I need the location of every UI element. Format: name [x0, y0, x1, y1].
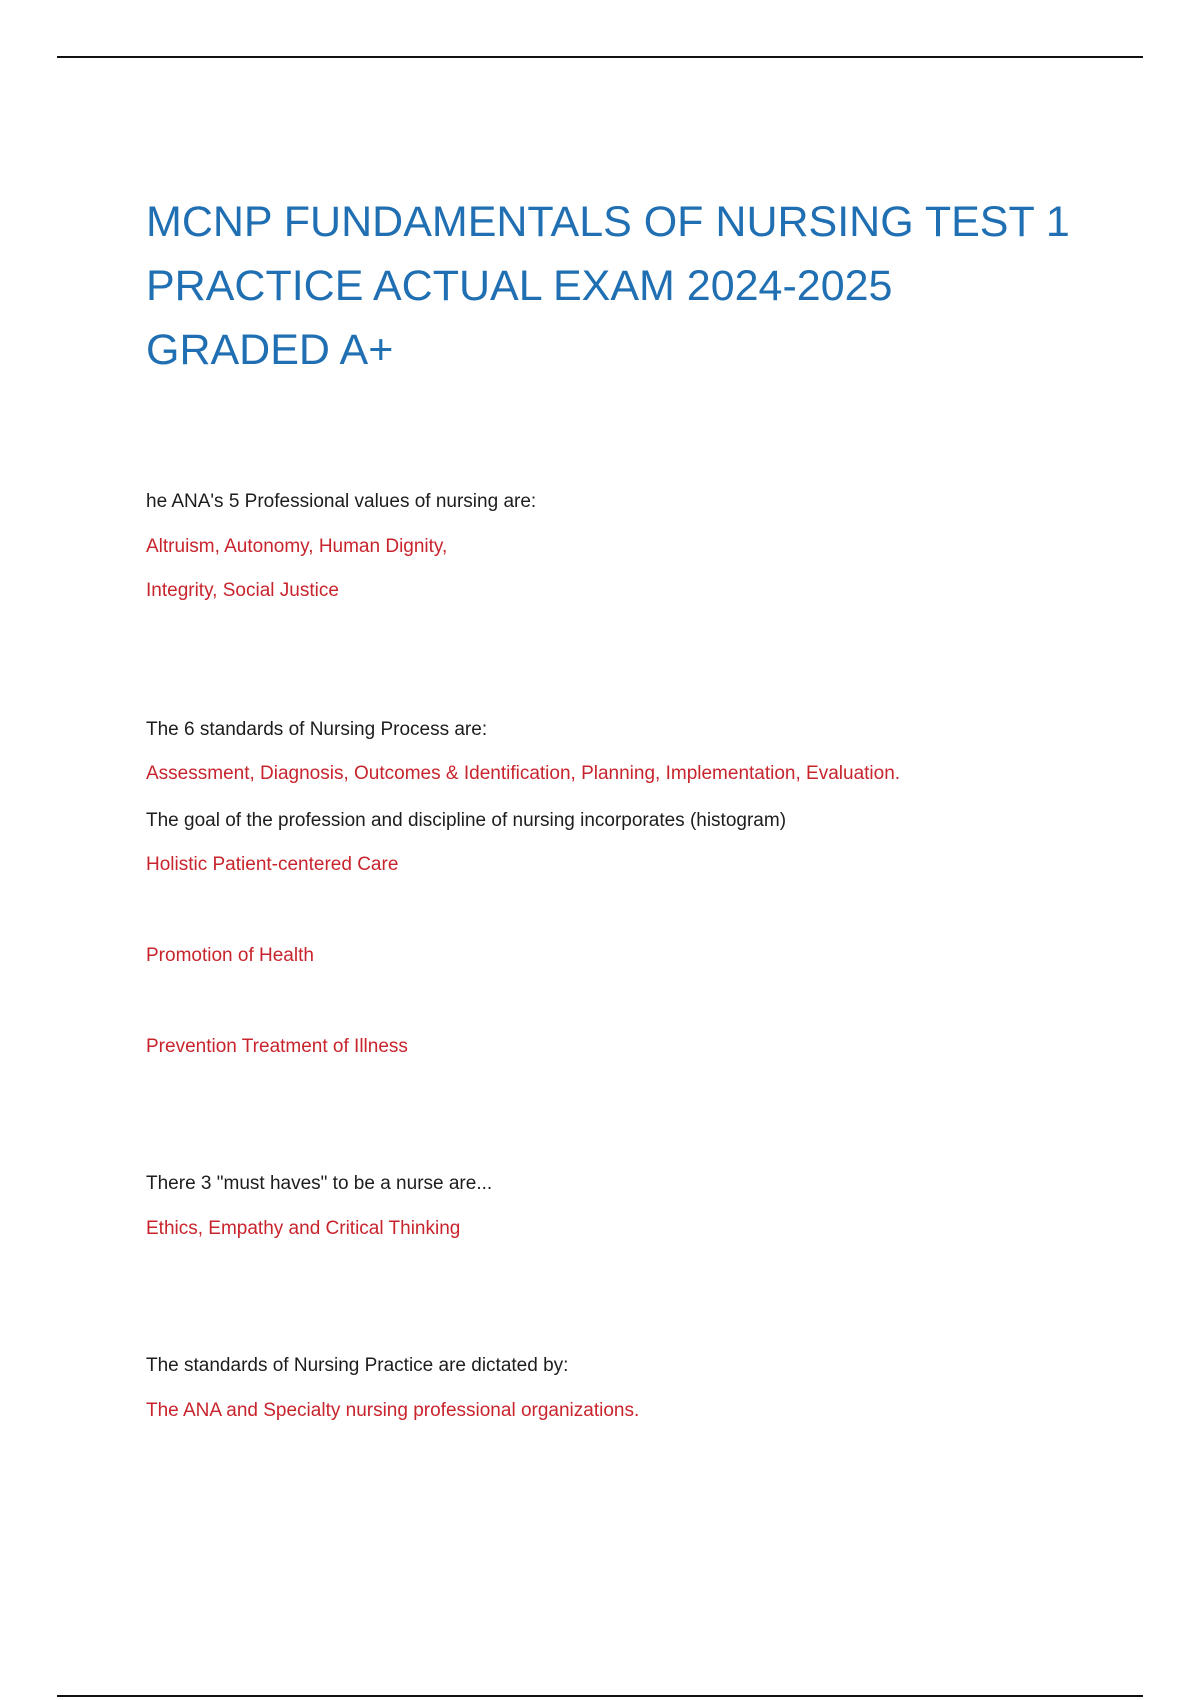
top-rule	[57, 56, 1143, 58]
question-ana-values: he ANA's 5 Professional values of nursing are:	[146, 491, 537, 512]
answer-ana-values-line-2: Integrity, Social Justice	[146, 580, 339, 601]
question-nursing-process-standards: The 6 standards of Nursing Process are:	[146, 719, 488, 740]
answer-nursing-process-standards: Assessment, Diagnosis, Outcomes & Identification, Planning, Implementation, Evaluation.	[146, 763, 901, 784]
answer-practice-standards: The ANA and Specialty nursing professional organizations.	[146, 1400, 640, 1421]
answer-nursing-goal-item-1: Holistic Patient-centered Care	[146, 854, 399, 875]
answer-nursing-goal-item-3: Prevention Treatment of Illness	[146, 1036, 408, 1057]
question-practice-standards: The standards of Nursing Practice are dictated by:	[146, 1355, 569, 1376]
question-nursing-goal: The goal of the profession and discipline of nursing incorporates (histogram)	[146, 810, 787, 831]
answer-ana-values-line-1: Altruism, Autonomy, Human Dignity,	[146, 536, 448, 557]
bottom-rule	[57, 1695, 1143, 1697]
answer-nursing-goal-item-2: Promotion of Health	[146, 945, 314, 966]
question-must-haves: There 3 "must haves" to be a nurse are...	[146, 1173, 493, 1194]
document-title: MCNP FUNDAMENTALS OF NURSING TEST 1 PRACTICE ACTUAL EXAM 2024-2025 GRADED A+	[146, 198, 1070, 374]
answer-must-haves: Ethics, Empathy and Critical Thinking	[146, 1218, 461, 1239]
